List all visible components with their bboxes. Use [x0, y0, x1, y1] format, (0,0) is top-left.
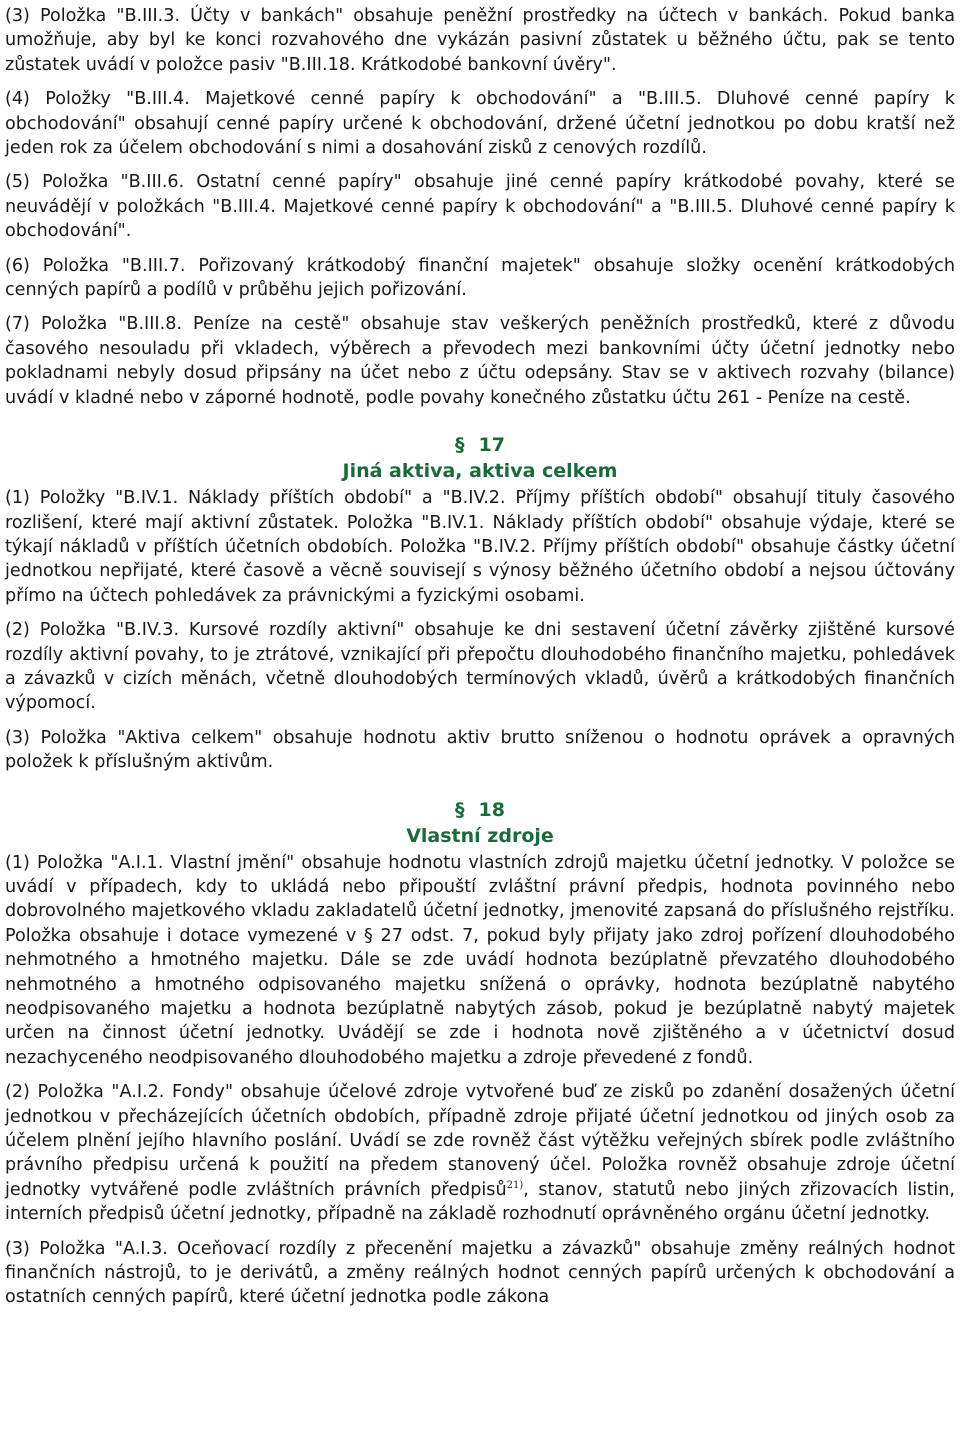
section-17-number — [5, 432, 955, 458]
paragraph-17-1: (1) Položky "B.IV.1. Náklady příštích období" a "B.IV.2. Příjmy příštích období" obsahují tituly časového rozlišení, které mají aktivní zůstatek. Položka "B.IV.1. Náklady příštích období" obsahuje výdaje, které se týkají nákladů v příštích účetních obdobích. Položka "B.IV.2. Příjmy příštích období" obsahuje částky účetní jednotkou nepřijaté, které časově a věcně souvisejí s výnosy běžného účetního období a nejsou účtovány přímo na účtech pohledávek za právnickými a fyzickými osobami. — [5, 488, 955, 606]
paragraph-b-iii-8: (7) Položka "B.III.8. Peníze na cestě" obsahuje stav veškerých peněžních prostředků, které z důvodu časového nesouladu při vkladech, výběrech a převodech mezi bankovními účty účetní jednotky nebo pokladnami nebyly dosud připsány na účet nebo z účtu odepsány. Stav se v aktivech rozvahy (bilance) uvádí v kladné nebo v záporné hodnotě, podle povahy konečného zůstatku účtu 261 - Peníze na cestě. — [5, 314, 955, 408]
document-page — [5, 0, 955, 1320]
footnote-ref: 21) — [506, 1179, 524, 1191]
section-sign-icon: § — [455, 434, 465, 457]
paragraph-b-iii-3: (3) Položka "B.III.3. Účty v bankách" obsahuje peněžní prostředky na účtech v bankách. Pokud banka umožňuje, aby byl ke konci rozvahového dne vykázán pasivní zůstatek u běžného účtu, pak se tento zůstatek uvádí v položce pasiv "B.III.18. Krátkodobé bankovní úvěry". — [5, 6, 955, 75]
section-18-title: Vlastní zdroje — [406, 824, 554, 847]
paragraph-18-1: (1) Položka "A.I.1. Vlastní jmění" obsahuje hodnotu vlastních zdrojů majetku účetní jednotky. V položce se uvádí v případech, kdy to ukládá nebo připouští zvláštní právní předpis, hodnota povinného nebo dobrovolného majetkového vkladu zakladatelů účetní jednotky, jmenovité zapsaná do příslušného rejstříku. Položka obsahuje i dotace vymezené v § 27 odst. 7, pokud byly přijaty jako zdroj pořízení dlouhodobého nehmotného a hmotného majetku. Dále se zde uvádí hodnota bezúplatně převzatého dlouhodobého nehmotného a hmotného odpisovaného majetku snížená o oprávky, hodnota bezúplatně nabytého neodpisovaného majetku a hodnota bezúplatně nabytých zásob, pokud je bezúplatně nabytý majetek určen na činnost účetní jednotky. Uvádějí se zde i hodnota nově zjištěného a v účetnictví dosud nezachyceného neodpisovaného dlouhodobého majetku a zdroje převedené z fondů. — [5, 852, 955, 1068]
paragraph-18-3: (3) Položka "A.I.3. Oceňovací rozdíly z přecenění majetku a závazků" obsahuje změny reálných hodnot finančních nástrojů, to je derivátů, a změny reálných hodnot cenných papírů určených k obchodování a ostatních cenných papírů, které účetní jednotka podle zákona — [5, 1238, 955, 1308]
section-sign-icon: § — [455, 798, 465, 821]
section-18-number-text: 18 — [478, 798, 505, 821]
section-17-number-text: 17 — [478, 434, 505, 457]
paragraph-b-iii-7: (6) Položka "B.III.7. Pořizovaný krátkodobý finanční majetek" obsahuje složky ocenění krátkodobých cenných papírů a podílů v průběhu jejich pořizování. — [5, 255, 955, 301]
paragraph-18-2-start: (2) Položka "A.I.2. Fondy" obsahuje účelové zdroje vytvořené buď ze zisků po zdanění dosažených účetní jednotkou v přecházejících účetních obdobích, případně zdroje přijaté účetní jednotkou od jiných osob za účelem plnění jejího hlavního poslání. Uvádí se zde rovněž část výtěžku veřejných sbírek podle zvláštního právního předpisu určená k použití na předem stanovený účel. Položka rovněž obsahuje zdroje účetní jednotky vytvářené podle zvláštních právních předpisů — [5, 1082, 955, 1200]
section-17-title: Jiná aktiva, aktiva celkem — [342, 460, 618, 483]
paragraph-18-2 — [5, 1080, 955, 1226]
paragraph-b-iii-4-5: (4) Položky "B.III.4. Majetkové cenné papíry k obchodování" a "B.III.5. Dluhové cenné papíry k obchodování" obsahují cenné papíry určené k obchodování, držené účetní jednotkou po dobu kratší než jeden rok za účelem obchodování s nimi a dosahování zisků z cenových rozdílů. — [5, 89, 955, 159]
paragraph-17-2: (2) Položka "B.IV.3. Kursové rozdíly aktivní" obsahuje ke dni sestavení účetní závěrky zjištěné kursové rozdíly aktivní povahy, to je ztrátové, vznikající při přepočtu dlouhodobého finančního majetku, pohledávek a závazků v cizích měnách, včetně dlouhodobých termínových vkladů, úvěrů a krátkodobých finančních výpomocí. — [5, 620, 955, 714]
paragraph-18-2-end: , stanov, statutů nebo jiných zřizovacích listin, interních předpisů účetní jednotky, případně na základě rozhodnutí oprávněného orgánu účetní jednotky. — [5, 1179, 955, 1225]
paragraph-17-3: (3) Položka "Aktiva celkem" obsahuje hodnotu aktiv brutto sníženou o hodnotu oprávek a opravných položek k příslušným aktivům. — [5, 727, 955, 773]
section-18-number — [5, 797, 955, 823]
paragraph-b-iii-6: (5) Položka "B.III.6. Ostatní cenné papíry" obsahuje jiné cenné papíry krátkodobé povahy, které se neuvádějí v položkách "B.III.4. Majetkové cenné papíry k obchodování" a "B.III.5. Dluhové cenné papíry k obchodování". — [5, 172, 955, 242]
